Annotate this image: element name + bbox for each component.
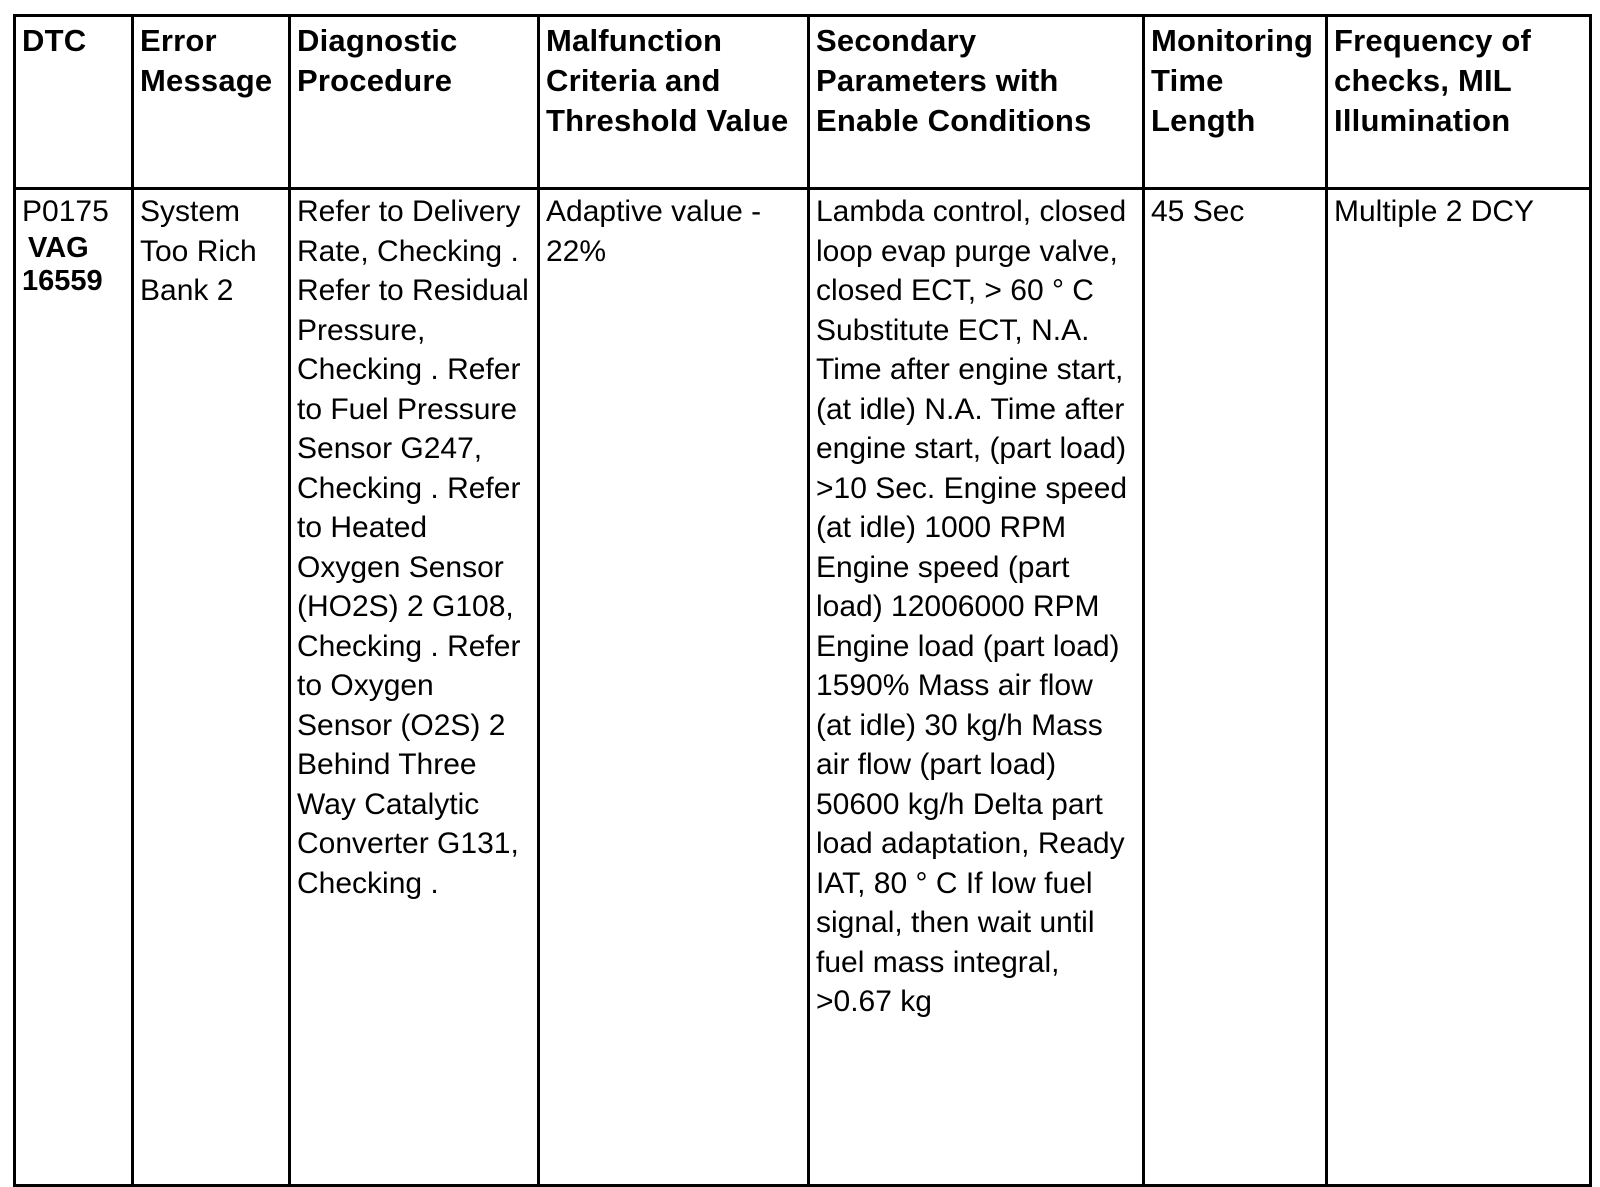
cell-dtc <box>15 189 133 1186</box>
vag-code: 16559 <box>22 264 103 297</box>
cell-secondary-parameters: Lambda control, closed loop evap purge valve, closed ECT, > 60 ° C Substitute ECT, N.A. Time after engine start, (at idle) N.A. Time after engine start, (part load) >10 Sec. Engine speed (at idle) 1000 RPM Engine speed (part load) 12006000 RPM Engine load (part load) 1590% Mass air flow (at idle) 30 kg/h Mass air flow (part load) 50600 kg/h Delta part load adaptation, Ready IAT, 80 ° C If low fuel signal, then wait until fuel mass integral, >0.67 kg <box>809 189 1144 1186</box>
table-row <box>15 189 1591 1186</box>
header-frequency-mil: Frequency of checks, MIL Illumination <box>1327 16 1591 189</box>
cell-monitoring-time: 45 Sec <box>1144 189 1327 1186</box>
header-row <box>15 16 1591 189</box>
cell-frequency-mil: Multiple 2 DCY <box>1327 189 1591 1186</box>
header-diagnostic-procedure: Diagnostic Procedure <box>290 16 539 189</box>
header-secondary-parameters: Secondary Parameters with Enable Conditions <box>809 16 1144 189</box>
cell-malfunction-criteria: Adaptive value - 22% <box>539 189 809 1186</box>
header-error-message: Error Message <box>133 16 290 189</box>
vag-label: VAG <box>28 231 89 264</box>
cell-error-message: System Too Rich Bank 2 <box>133 189 290 1186</box>
cell-diagnostic-procedure: Refer to Delivery Rate, Checking . Refer to Residual Pressure, Checking . Refer to Fuel Pressure Sensor G247, Checking . Refer to Heated Oxygen Sensor (HO2S) 2 G108, Checking . Refer to Oxygen Sensor (O2S) 2 Behind Three Way Catalytic Converter G131, Checking . <box>290 189 539 1186</box>
header-monitoring-time: Monitoring Time Length <box>1144 16 1327 189</box>
dtc-code: P0175 <box>22 195 109 228</box>
header-malfunction-criteria: Malfunction Criteria and Threshold Value <box>539 16 809 189</box>
dtc-table <box>13 14 1592 1187</box>
header-dtc: DTC <box>15 16 133 189</box>
